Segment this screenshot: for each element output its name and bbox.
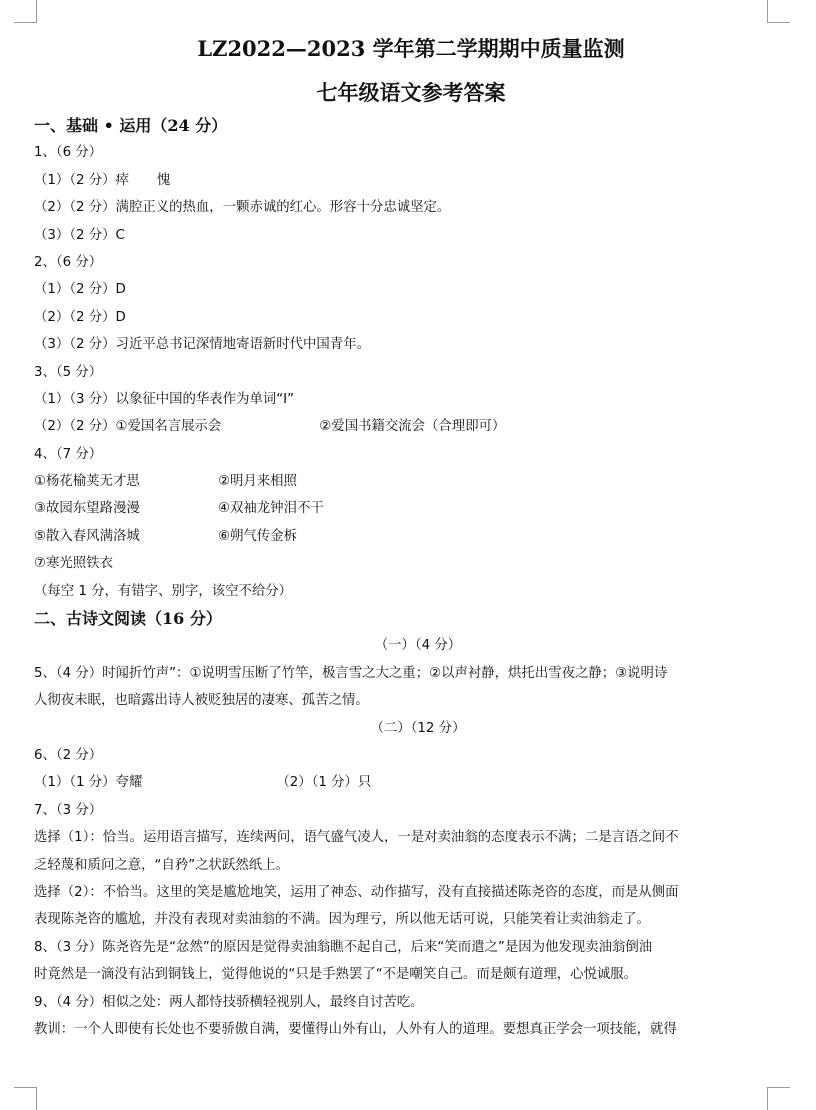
part-1-label: （一）（4 分） bbox=[374, 638, 462, 654]
q4-item-4: ④双袖龙钟泪不干 bbox=[218, 501, 324, 517]
q6-label: 6、（2 分） bbox=[34, 747, 103, 763]
section-2-heading: 二、古诗文阅读（16 分） bbox=[34, 609, 222, 629]
q9-line-1: 9、（4 分）相似之处：两人都恃技骄横轻视别人，最终自讨苦吃。 bbox=[34, 994, 424, 1010]
part-2-label: （二）（12 分） bbox=[370, 720, 466, 736]
q3-label: 3、（5 分） bbox=[34, 364, 103, 380]
q3-answer-2-part-1: （2）（2 分）①爱国名言展示会 bbox=[34, 419, 222, 435]
q1-answer-1-word-2: 愧 bbox=[156, 172, 171, 188]
q6-answer-2: （2）（1 分）只 bbox=[276, 775, 372, 791]
q4-item-5: ⑤散入春风满洛城 bbox=[34, 528, 140, 544]
section-1-heading: 一、基础 • 运用（24 分） bbox=[34, 116, 228, 135]
q5-line-2: 人彻夜未眠，也暗露出诗人被贬独居的凄寒、孤苦之情。 bbox=[34, 693, 369, 709]
q4-row-2 bbox=[34, 495, 774, 522]
q4-row-3 bbox=[34, 523, 774, 550]
q1-answer-3: （3）（2 分）C bbox=[34, 227, 125, 243]
q2-answer-1: （1）（2 分）D bbox=[34, 282, 126, 298]
q7-choice-2-line-2: 表现陈尧咨的尴尬，并没有表现对卖油翁的不满。因为理亏，所以他无话可说，只能笑着让卖油翁走了。 bbox=[34, 912, 650, 928]
document-title: LZ2022—2023 学年第二学期期中质量监测 bbox=[197, 36, 625, 61]
q1-answer-1 bbox=[34, 167, 774, 194]
q7-choice-1-line-2: 乏轻蔑和质问之意，“自矜”之状跃然纸上。 bbox=[34, 857, 289, 873]
q3-answer-1: （1）（3 分）以象征中国的华表作为单词“I” bbox=[34, 391, 295, 407]
q1-label: 1、（6 分） bbox=[34, 145, 103, 161]
crop-mark-top-left bbox=[14, 0, 37, 23]
q4-item-3: ③故园东望路漫漫 bbox=[34, 501, 140, 517]
q4-item-2: ②明月来相照 bbox=[218, 474, 297, 490]
q6-answer-1: （1）（1 分）夸耀 bbox=[34, 775, 143, 791]
crop-mark-bottom-left bbox=[14, 1087, 37, 1110]
q7-label: 7、（3 分） bbox=[34, 802, 103, 818]
q6-answers bbox=[34, 769, 774, 796]
q2-answer-3: （3）（2 分）习近平总书记深情地寄语新时代中国青年。 bbox=[34, 337, 370, 353]
crop-mark-bottom-right bbox=[767, 1087, 790, 1110]
q5-line-1: 5、（4 分）时闻折竹声”：①说明雪压断了竹竿，极言雪之大之重；②以声衬静，烘托出雪夜之静；③说明诗 bbox=[34, 665, 668, 681]
q4-row-1 bbox=[34, 468, 774, 495]
q1-answer-2: （2）（2 分）满腔正义的热血，一颗赤诚的红心。形容十分忠诚坚定。 bbox=[34, 200, 451, 216]
q8-line-1: 8、（3 分）陈尧咨先是“忿然”的原因是觉得卖油翁瞧不起自己，后来“笑而遣之”是因为他发现卖油翁倒油 bbox=[34, 939, 653, 955]
q4-item-1: ①杨花榆荚无才思 bbox=[34, 474, 140, 490]
q4-item-6: ⑥朔气传金柝 bbox=[218, 528, 297, 544]
q3-answer-2-part-2: ②爱国书籍交流会（合理即可） bbox=[319, 419, 506, 435]
q4-item-7: ⑦寒光照铁衣 bbox=[34, 556, 113, 572]
answer-key-content bbox=[34, 34, 774, 1043]
q1-answer-1-word-1: 瘁 bbox=[115, 172, 129, 188]
q4-label: 4、（7 分） bbox=[34, 446, 103, 462]
q8-line-2: 时竟然是一滴没有沾到铜钱上，觉得他说的“只是手熟罢了“不是嘲笑自己。而是颇有道理，心悦诚服。 bbox=[34, 967, 638, 983]
q1-answer-1-prefix: （1）（2 分） bbox=[34, 172, 116, 188]
crop-mark-top-right bbox=[767, 0, 790, 23]
q3-answer-2 bbox=[34, 413, 774, 440]
q7-choice-1-line-1: 选择（1）：恰当。运用语言描写，连续两问，语气盛气凌人，一是对卖油翁的态度表示不满；二是言语之间不 bbox=[34, 830, 679, 846]
q9-line-2: 教训：一个人即使有长处也不要骄傲自满，要懂得山外有山，人外有人的道理。要想真正学会一项技能，就得 bbox=[34, 1021, 677, 1037]
document-subtitle: 七年级语文参考答案 bbox=[316, 80, 506, 105]
q2-answer-2: （2）（2 分）D bbox=[34, 309, 126, 325]
q2-label: 2、（6 分） bbox=[34, 254, 103, 270]
q7-choice-2-line-1: 选择（2）：不恰当。这里的笑是尴尬地笑，运用了神态、动作描写，没有直接描述陈尧咨的态度，而是从侧面 bbox=[34, 884, 679, 900]
q4-note: （每空 1 分，有错字、别字，该空不给分） bbox=[34, 583, 293, 599]
